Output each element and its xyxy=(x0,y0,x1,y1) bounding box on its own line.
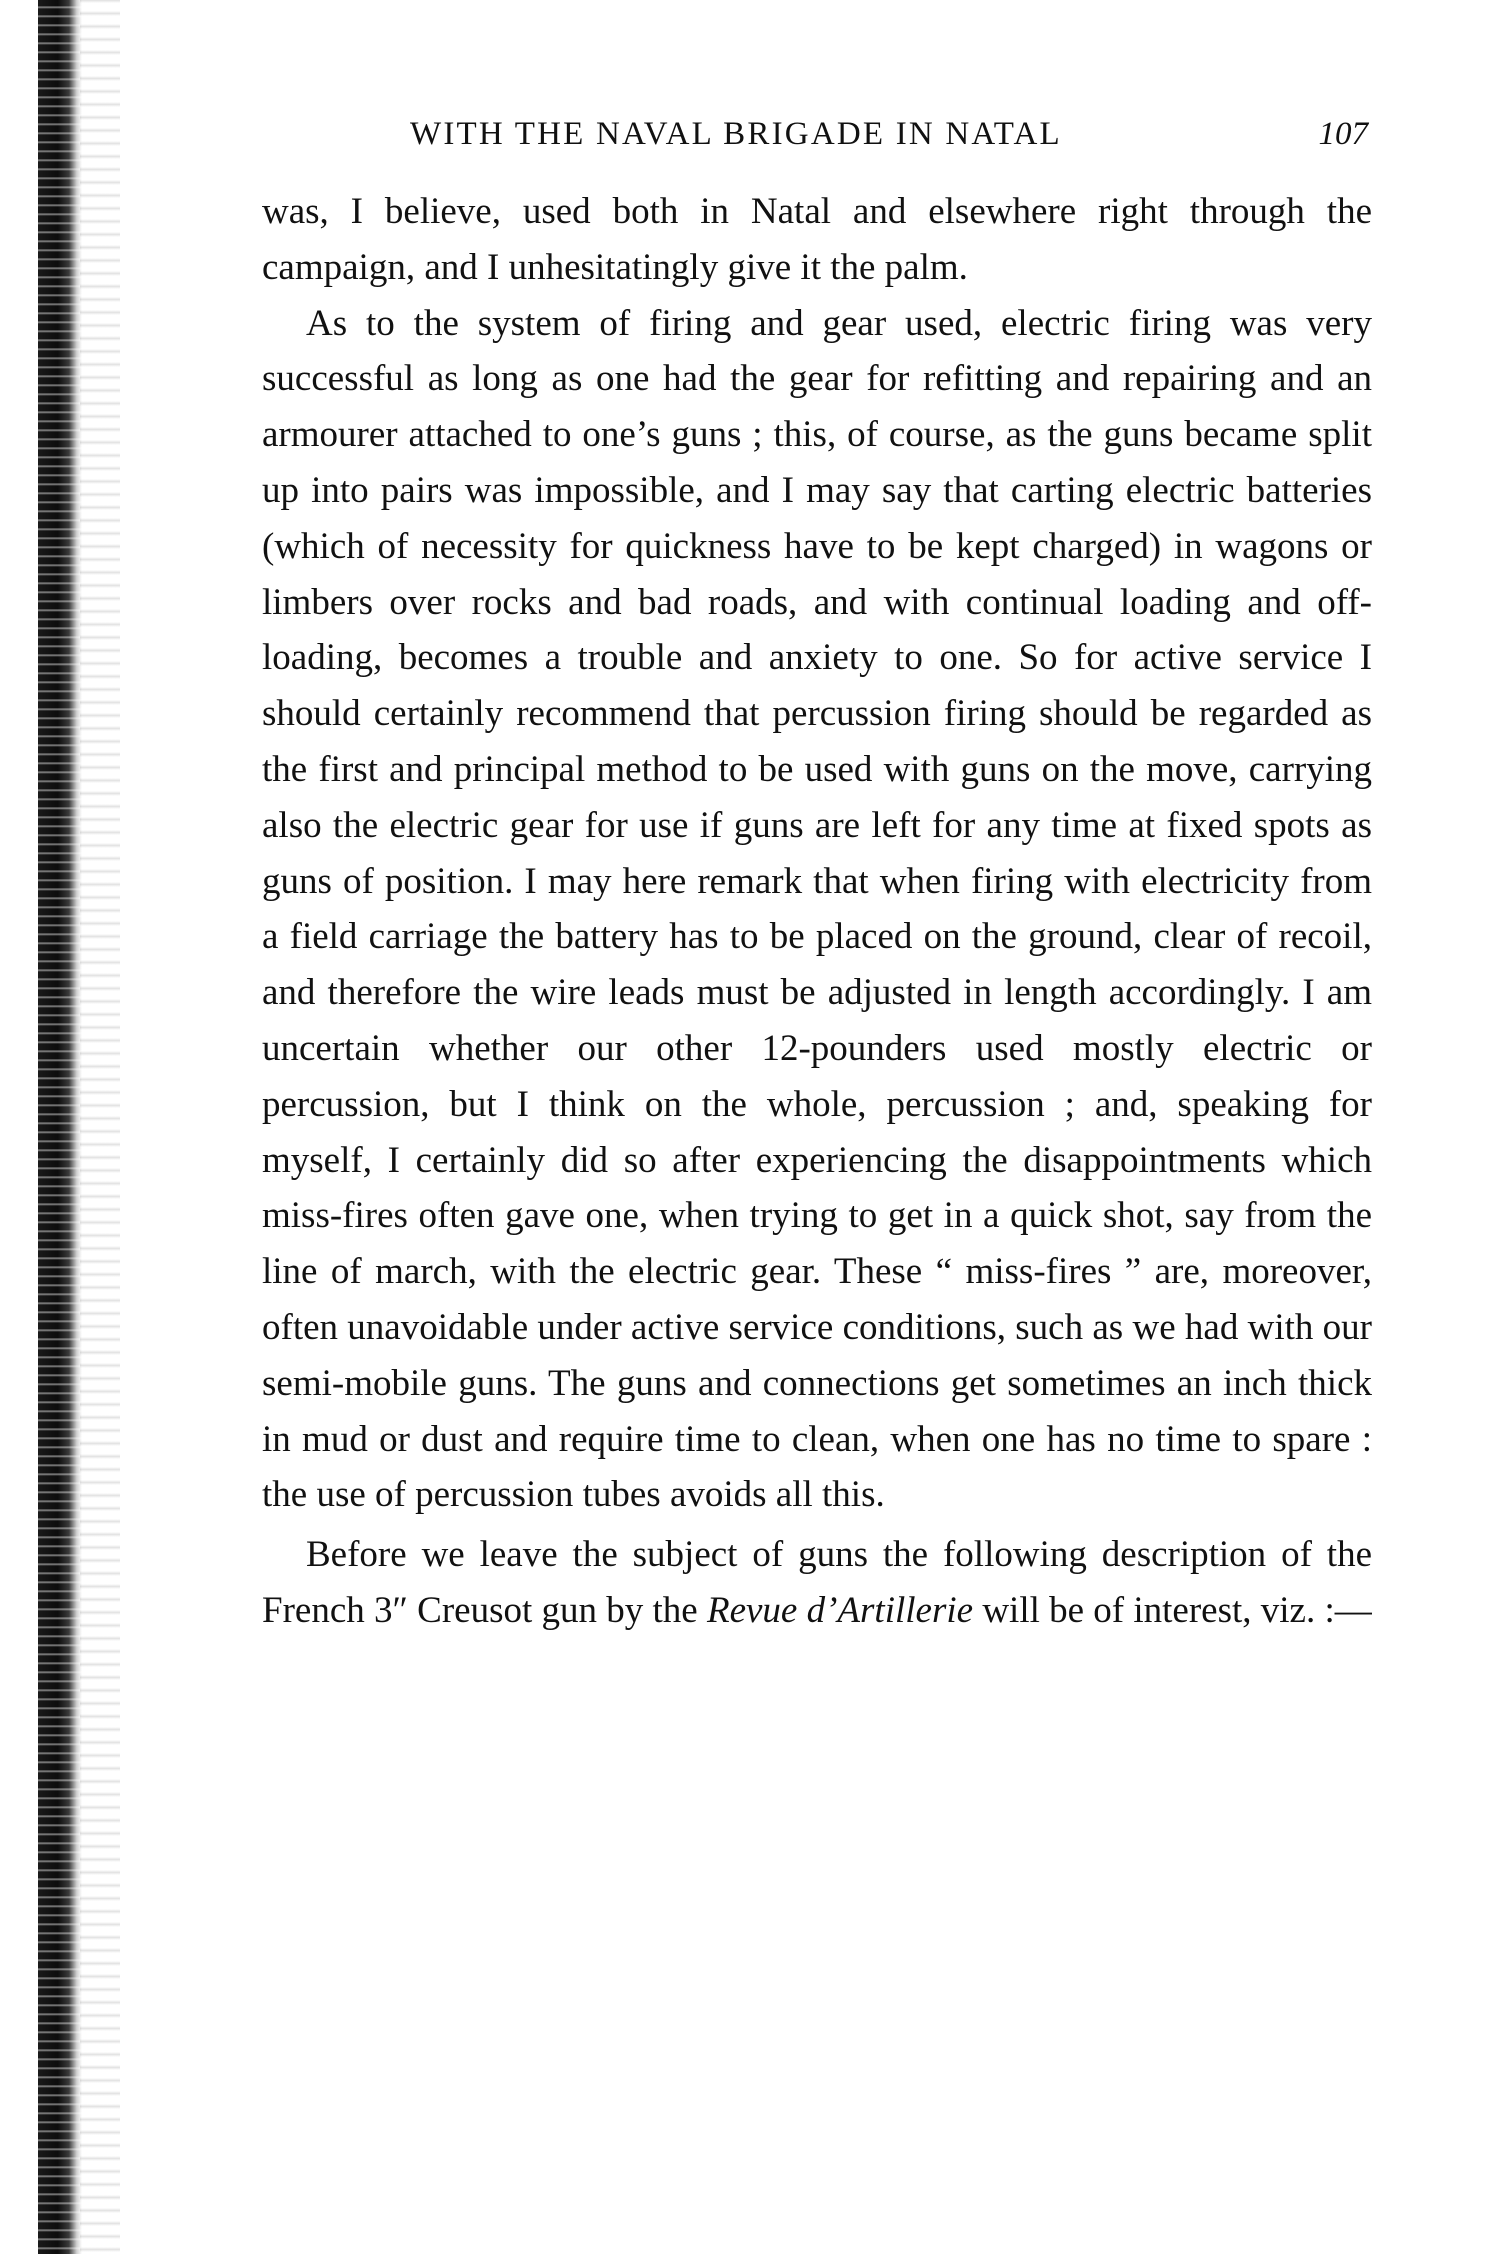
paragraph-1: was, I believe, used both in Natal and elsewhere right through the campaign, and I unhesitatingly give it the palm. xyxy=(262,191,1372,288)
body-text xyxy=(262,184,1372,1639)
paragraph-3 xyxy=(262,1527,1372,1639)
book-binding-shadow xyxy=(38,0,82,2254)
paragraph-2: As to the system of firing and gear used, electric firing was very successful as long as one had the gear for refitting and repairing and an armourer attached to one’s guns ; this, of course, as the guns became split up into pairs was impossible, and I may say that carting electric batteries (which of necessity for quickness have to be kept charged) in wagons or limbers over rocks and bad roads, and with continual loading and off-loading, becomes a trouble and anxiety to one. So for active service I should certainly recommend that percussion firing should be regarded as the first and principal method to be used with guns on the move, carrying also the electric gear for use if guns are left for any time at fixed spots as guns of position. I may here remark that when firing with electricity from a field carriage the battery has to be placed on the ground, clear of recoil, and therefore the wire leads must be adjusted in length accordingly. I am uncertain whether our other 12-pounders used mostly electric or percussion, but I think on the whole, percussion ; and, speaking for myself, I certainly did so after experiencing the disappointments which miss-fires often gave one, when trying to get in a quick shot, say from the line of march, with the electric gear. These “ miss-fires ” are, moreover, often unavoidable under active service conditions, such as we had with our semi-mobile guns. The guns and connections get sometimes an inch thick in mud or dust and require time to clean, when one has no time to spare : the use of percussion tubes avoids all this. xyxy=(262,302,1372,1516)
page-number: 107 xyxy=(1318,116,1368,152)
page-header xyxy=(260,104,1380,164)
paragraph-3-start: Before we leave the subject of guns the following description of the French 3″ Creusot gun by the xyxy=(262,1534,1372,1631)
journal-title: Revue d’Artillerie xyxy=(706,1589,974,1631)
paragraph-3-end: will be of interest, viz. :— xyxy=(973,1589,1372,1631)
running-title: WITH THE NAVAL BRIGADE IN NATAL xyxy=(410,116,1062,152)
book-binding-speckle xyxy=(80,0,120,2254)
